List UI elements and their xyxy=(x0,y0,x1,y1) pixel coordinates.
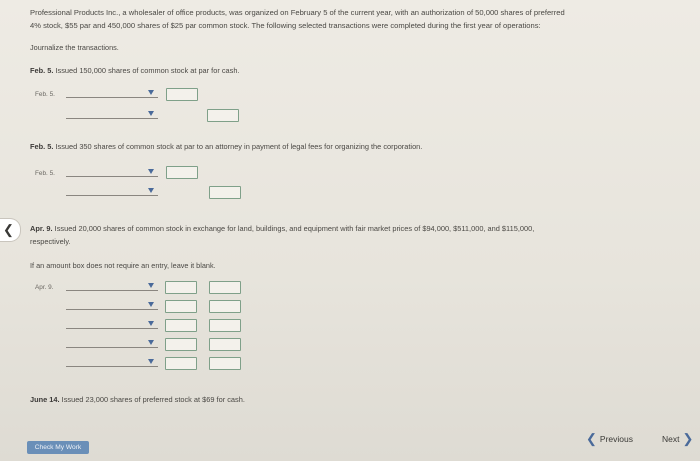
problem-intro xyxy=(30,6,698,32)
question-2 xyxy=(30,142,422,151)
caret-down-icon xyxy=(148,111,154,116)
account-select-3c[interactable] xyxy=(66,320,158,329)
credit-amount-3d[interactable] xyxy=(209,338,241,351)
intro-line-2: 4% stock, $55 par and 450,000 shares of $25 par common stock. The following selected transactions were completed during the first year of operations: xyxy=(30,21,541,30)
debit-amount-3b[interactable] xyxy=(165,300,197,313)
credit-amount-3e[interactable] xyxy=(209,357,241,370)
question-3-text: Issued 20,000 shares of common stock in exchange for land, buildings, and equipment with fair market prices of $94,000, $511,000, and $115,000, xyxy=(54,224,535,233)
chevron-left-icon: ❮ xyxy=(586,431,597,446)
question-2-text: Issued 350 shares of common stock at par to an attorney in payment of legal fees for organizing the corporation. xyxy=(55,142,423,151)
account-select-3e[interactable] xyxy=(66,358,158,367)
previous-button[interactable] xyxy=(586,430,633,446)
caret-down-icon xyxy=(148,359,154,364)
question-3-continued: respectively. xyxy=(30,237,71,246)
instructions: Journalize the transactions. xyxy=(30,43,119,52)
next-label: Next xyxy=(662,434,680,444)
chevron-left-icon: ❮ xyxy=(3,222,14,237)
caret-down-icon xyxy=(148,188,154,193)
caret-down-icon xyxy=(148,302,154,307)
account-select-3d[interactable] xyxy=(66,339,158,348)
credit-amount-3a[interactable] xyxy=(209,281,241,294)
previous-question-tab[interactable] xyxy=(0,218,21,242)
question-1-text: Issued 150,000 shares of common stock at par for cash. xyxy=(55,66,240,75)
question-3 xyxy=(30,224,534,233)
entry-date-2: Feb. 5. xyxy=(35,170,55,177)
caret-down-icon xyxy=(148,169,154,174)
debit-amount-1a[interactable] xyxy=(166,88,198,101)
account-select-3a[interactable] xyxy=(66,282,158,291)
question-3-label: Apr. 9. xyxy=(30,224,53,233)
debit-amount-2a[interactable] xyxy=(166,166,198,179)
caret-down-icon xyxy=(148,321,154,326)
account-select-2a[interactable] xyxy=(66,168,158,177)
caret-down-icon xyxy=(148,90,154,95)
question-4-text: Issued 23,000 shares of preferred stock at $69 for cash. xyxy=(61,395,245,404)
entry-date-1: Feb. 5. xyxy=(35,91,55,98)
question-1 xyxy=(30,66,240,75)
debit-amount-3c[interactable] xyxy=(165,319,197,332)
entry-date-3: Apr. 9. xyxy=(35,284,54,291)
account-select-1b[interactable] xyxy=(66,110,158,119)
account-select-3b[interactable] xyxy=(66,301,158,310)
check-my-work-button[interactable]: Check My Work xyxy=(27,441,89,454)
caret-down-icon xyxy=(148,283,154,288)
question-2-label: Feb. 5. xyxy=(30,142,54,151)
next-button[interactable] xyxy=(662,430,693,446)
previous-label: Previous xyxy=(599,434,633,444)
chevron-right-icon: ❯ xyxy=(682,431,694,446)
blank-entry-note: If an amount box does not require an entry, leave it blank. xyxy=(30,261,216,270)
debit-amount-3d[interactable] xyxy=(165,338,197,351)
credit-amount-3b[interactable] xyxy=(209,300,241,313)
debit-amount-3a[interactable] xyxy=(165,281,197,294)
caret-down-icon xyxy=(148,340,154,345)
credit-amount-1b[interactable] xyxy=(207,109,239,122)
account-select-2b[interactable] xyxy=(66,187,158,196)
question-4-label: June 14. xyxy=(30,395,60,404)
question-1-label: Feb. 5. xyxy=(30,66,54,75)
intro-line-1: Professional Products Inc., a wholesaler of office products, was organized on February 5 of the current year, with an authorization of 50,000 shares of preferred xyxy=(30,8,565,17)
credit-amount-2b[interactable] xyxy=(209,186,241,199)
debit-amount-3e[interactable] xyxy=(165,357,197,370)
question-4 xyxy=(30,395,245,404)
credit-amount-3c[interactable] xyxy=(209,319,241,332)
account-select-1a[interactable] xyxy=(66,89,158,98)
